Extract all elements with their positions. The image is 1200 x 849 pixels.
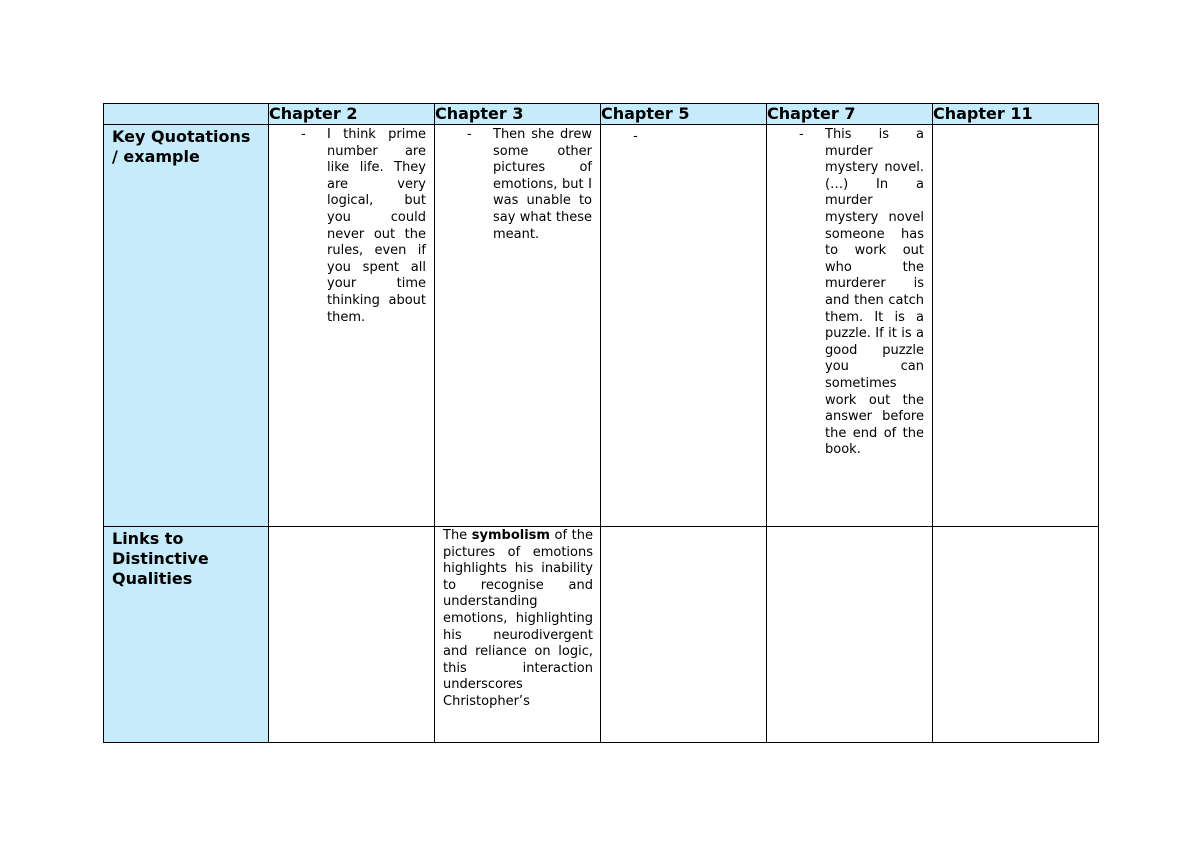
links-text-rest: of the pictures of emotions highlights his inability to recognise and understanding emotions, highlighting his neurodivergent and reliance on logic, this interaction underscores Christopher’s	[443, 528, 593, 709]
links-text-prefix: The	[443, 528, 468, 543]
header-chapter-2: Chapter 2	[269, 104, 435, 125]
bullet-dash: -	[633, 129, 638, 144]
header-row	[104, 104, 1099, 125]
bullet-dash: -	[799, 127, 804, 142]
links-cell-chapter-2	[269, 527, 435, 743]
quote-text: This is a murder mystery novel. (…) In a murder mystery novel someone has to work out who the murderer is and then catch them. It is a puzzle. If it is a good puzzle you can sometimes work out the answer before the end of the book.	[825, 127, 924, 458]
links-cell-chapter-5	[601, 527, 767, 743]
quote-cell-chapter-3	[435, 125, 601, 527]
chapter-analysis-table	[103, 103, 1099, 743]
links-row	[104, 527, 1099, 743]
key-quotations-row	[104, 125, 1099, 527]
links-cell-chapter-7	[767, 527, 933, 743]
quote-cell-chapter-2	[269, 125, 435, 527]
header-chapter-7: Chapter 7	[767, 104, 933, 125]
quote-cell-chapter-5	[601, 125, 767, 527]
links-text-bold: symbolism	[471, 528, 550, 543]
header-chapter-3: Chapter 3	[435, 104, 601, 125]
quote-text: Then she drew some other pictures of emotions, but I was unable to say what these meant.	[493, 127, 592, 242]
quote-cell-chapter-11	[933, 125, 1099, 527]
links-cell-chapter-11	[933, 527, 1099, 743]
row-label-key-quotations: Key Quotations / example	[104, 125, 269, 527]
quote-text: I think prime number are like life. They are very logical, but you could never out the rules, even if you spent all your time thinking about them.	[327, 127, 426, 325]
quote-cell-chapter-7	[767, 125, 933, 527]
header-chapter-11: Chapter 11	[933, 104, 1099, 125]
header-cell-empty	[104, 104, 269, 125]
header-chapter-5: Chapter 5	[601, 104, 767, 125]
bullet-dash: -	[467, 127, 472, 142]
bullet-dash: -	[301, 127, 306, 142]
row-label-links: Links to Distinctive Qualities	[104, 527, 269, 743]
links-cell-chapter-3	[435, 527, 601, 743]
